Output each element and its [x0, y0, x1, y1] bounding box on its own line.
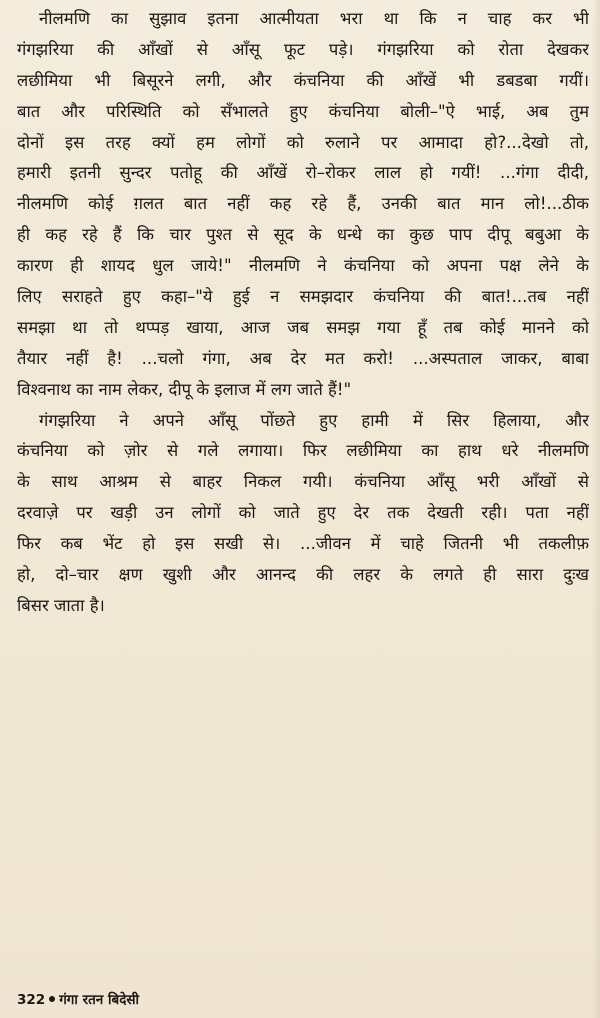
paragraph-1 — [17, 4, 589, 406]
bullet-separator-icon — [49, 996, 55, 1002]
text-line: लछीमिया भी बिसूरने लगी, और कंचनिया की आँखें भी डबडबा गयीं। — [17, 70, 589, 90]
text-line: फिर कब भेंट हो इस सखी से। ...जीवन में चाहे जितनी भी तकलीफ़ — [17, 534, 589, 554]
text-line: ही कह रहे हैं कि चार पुश्त से सूद के धन्धे का कुछ पाप दीपू बबुआ के — [17, 225, 589, 245]
text-line: नीलमणि का सुझाव इतना आत्मीयता भरा था कि न चाह कर भी — [39, 9, 589, 28]
paragraph-2 — [17, 406, 589, 622]
text-line: बात और परिस्थिति को सँभालते हुए कंचनिया बोली–"ऐ भाई, अब तुम — [17, 101, 589, 121]
text-line: कारण ही शायद धुल जाये!" नीलमणि ने कंचनिया को अपना पक्ष लेने के — [17, 256, 589, 276]
text-line: हो, दो–चार क्षण खुशी और आनन्द की लहर के लगते ही सारा दुःख — [17, 565, 589, 585]
text-line: नीलमणि कोई ग़लत बात नहीं कह रहे हैं, उनकी बात मान लो!...ठीक — [17, 194, 589, 214]
text-line: गंगझरिया ने अपने आँसू पोंछते हुए हामी में सिर हिलाया, और — [39, 410, 589, 430]
text-line: कंचनिया को ज़ोर से गले लगाया। फिर लछीमिया का हाथ धरे नीलमणि — [17, 441, 589, 461]
page-number: 322 — [17, 992, 46, 1008]
text-line: के साथ आश्रम से बाहर निकल गयी। कंचनिया आँसू भरी आँखों से — [17, 472, 589, 492]
text-line: बिसर जाता है। — [17, 595, 105, 615]
text-line: गंगझरिया की आँखों से आँसू फूट पड़े। गंगझरिया को रोता देखकर — [17, 39, 589, 59]
book-title: गंगा रतन बिदेसी — [59, 992, 139, 1008]
page-footer — [17, 990, 139, 1008]
body-text — [17, 4, 589, 622]
text-line: समझा था तो थप्पड़ खाया, आज जब समझ गया हूँ तब कोई मानने को — [17, 317, 589, 337]
text-line: विश्वनाथ का नाम लेकर, दीपू के इलाज में लग जाते हैं!" — [17, 379, 352, 399]
text-line: तैयार नहीं है! ...चलो गंगा, अब देर मत करो! ...अस्पताल जाकर, बाबा — [17, 348, 589, 368]
text-line: दोनों इस तरह क्यों हम लोगों को रुलाने पर आमादा हो?...देखो तो, — [17, 132, 589, 152]
text-line: दरवाज़े पर खड़ी उन लोगों को जाते हुए देर तक देखती रही। पता नहीं — [17, 503, 589, 523]
text-line: लिए सराहते हुए कहा–"ये हुई न समझदार कंचनिया की बात!...तब नहीं — [17, 287, 589, 307]
text-line: हमारी इतनी सुन्दर पतोहू की आँखें रो–रोकर लाल हो गयीं! ...गंगा दीदी, — [17, 163, 589, 183]
page-edge-shadow — [592, 0, 600, 1018]
